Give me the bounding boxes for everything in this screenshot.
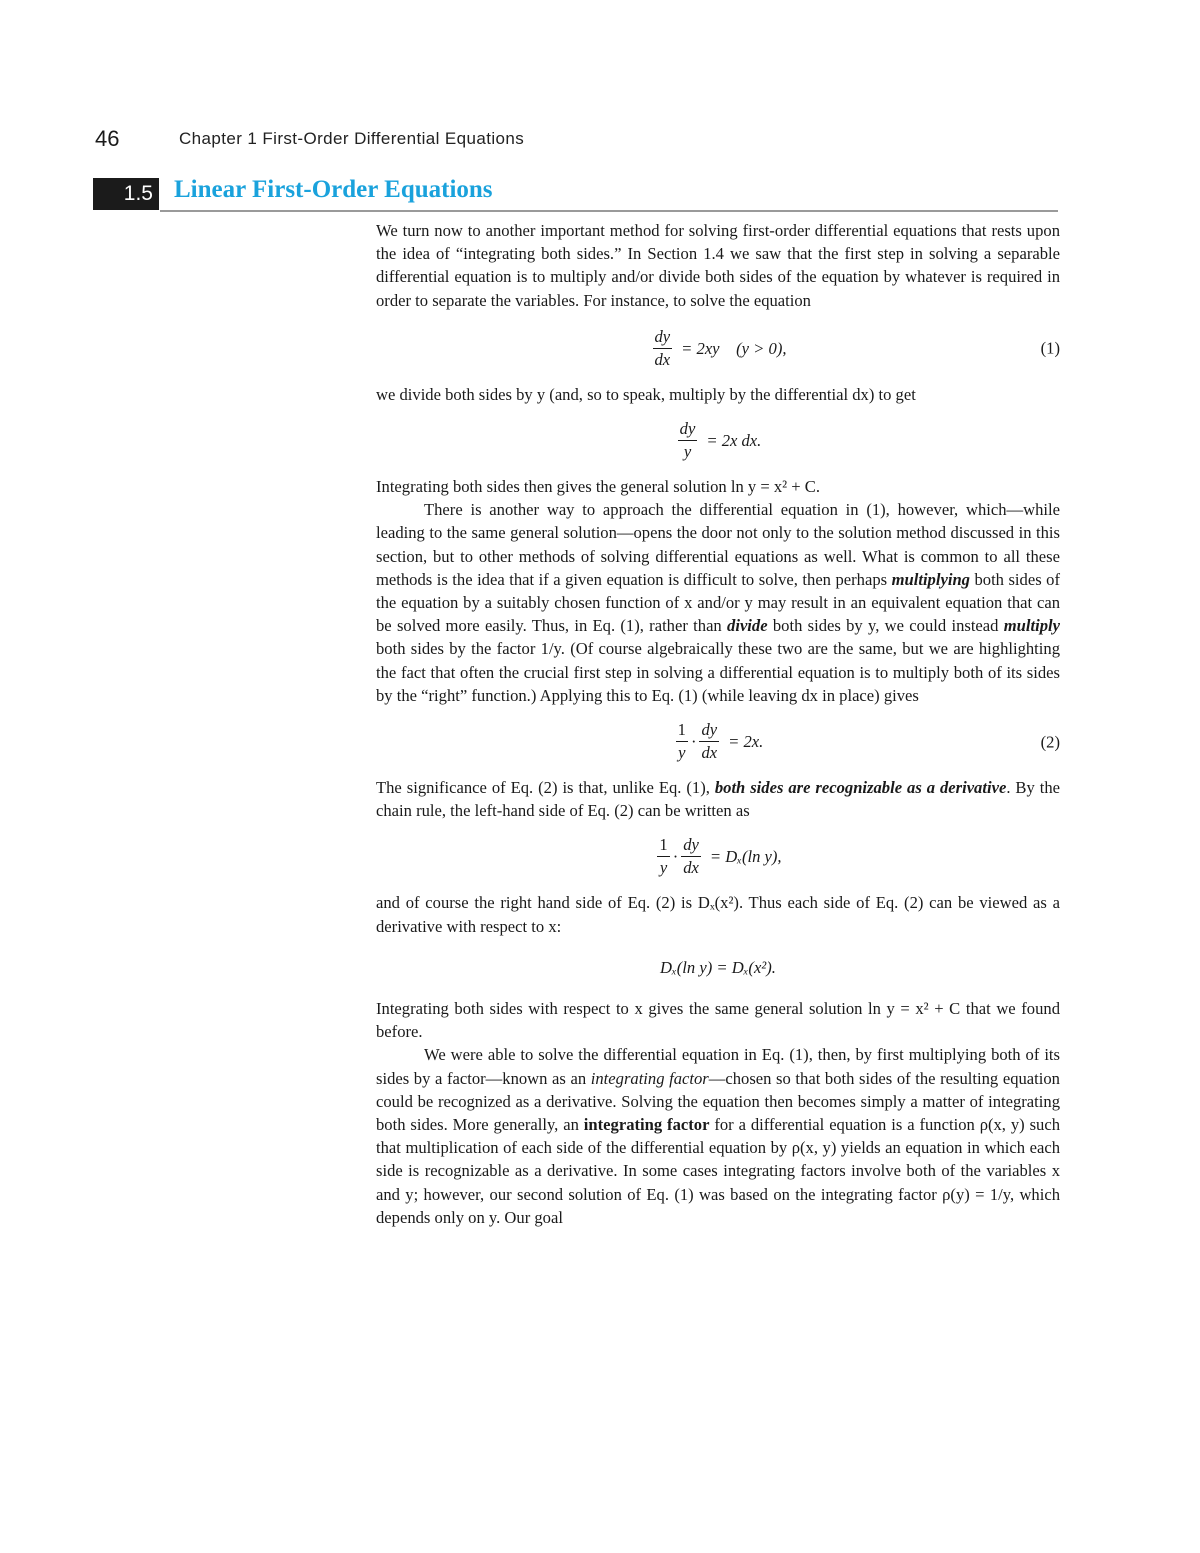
paragraph-8 [376, 1043, 1060, 1229]
section-divider [160, 210, 1058, 212]
text-run: both sides of the equation by a suitably chosen function of x and/or y may result in an equivalent equation that can be solved more easily. Thus, in Eq. (1), rather than [376, 569, 1060, 636]
equation-2 [376, 719, 1060, 764]
equation-rhs: = 2x. [728, 731, 764, 751]
fraction-denominator: dx [701, 743, 718, 763]
equation-1 [376, 326, 1060, 371]
paragraph-6: and of course the right hand side of Eq. (2) is Dₓ(x²). Thus each side of Eq. (2) can be viewed as a derivative with respect to x: [376, 893, 1060, 936]
text-run: for a differential equation is a function ρ(x, y) such that multiplication of each side of the differential equation by ρ(x, y) yields an equation in which each side is recognizable as a derivative. In some cases integrating factors involve both of the variables x and y; however, our second solution of Eq. (1) was based on the integrating factor ρ(y) = 1/y, which depends only on y. Our goal [376, 1115, 1061, 1227]
section-number: 1.5 [93, 178, 159, 210]
fraction-numerator: dy [653, 326, 673, 349]
fraction-numerator: dy [699, 719, 719, 742]
equation-rhs: = 2xy (y > 0), [681, 338, 787, 358]
emphasis: multiplying [891, 569, 970, 589]
equation-label: (2) [1040, 731, 1060, 751]
fraction-denominator: dx [654, 349, 671, 369]
fraction-1-y [657, 834, 669, 879]
fraction-numerator: 1 [676, 719, 688, 742]
section-title: Linear First-Order Equations [174, 176, 493, 203]
fraction-denominator: y [659, 858, 668, 878]
body-text [376, 219, 1060, 1229]
paragraph-1: We turn now to another important method for solving first-order differential equations that rests upon the idea of “integrating both sides.” In Section 1.4 we saw that the first step in solving a separable differential equation is to multiply and/or divide both sides of the equation by whatever is required in order to separate the variables. For instance, to solve the equation [376, 221, 1060, 310]
equation-1b [376, 418, 1060, 463]
paragraph-2: we divide both sides by y (and, so to speak, multiply by the differential dx) to get [376, 384, 916, 404]
fraction-dy-dx [653, 326, 673, 371]
fraction-numerator: dy [681, 834, 701, 857]
emphasis: multiply [1003, 616, 1060, 636]
equation-rhs: = Dₓ(ln y), [709, 847, 782, 867]
fraction-denominator: y [683, 442, 692, 462]
fraction-dy-dx [681, 834, 701, 879]
paragraph-3: Integrating both sides then gives the general solution ln y = x² + C. [376, 477, 820, 497]
equation-rhs: = 2x dx. [706, 430, 762, 450]
fraction-numerator: 1 [657, 834, 669, 857]
text-run: We were able to solve the differential equation in Eq. (1), then, by first multiplying both of its sides by a factor—known as an [376, 1045, 1060, 1088]
multiply-dot: · [690, 731, 697, 751]
emphasis: divide [727, 616, 768, 636]
paragraph-7: Integrating both sides with respect to x gives the same general solution ln y = x² + C that we found before. [376, 999, 1060, 1042]
defined-term: integrating factor [583, 1115, 710, 1135]
fraction-1-y [676, 719, 688, 764]
paragraph-5 [376, 776, 1060, 822]
text-run: . By the chain rule, the left-hand side of Eq. (2) can be written as [376, 778, 1060, 821]
equation-3 [376, 834, 1060, 879]
paragraph-4 [376, 498, 1060, 707]
fraction-denominator: dx [683, 858, 699, 878]
equation-4: Dₓ(ln y) = Dₓ(x²). [660, 957, 776, 977]
fraction-dy-dx [699, 719, 719, 764]
text-run: There is another way to approach the differential equation in (1), however, which—while leading to the same general solution—opens the door not only to the solution method discussed in this section, but to other methods of solving differential equations as well. What is common to all these methods is the idea that if a given equation is difficult to solve, then perhaps [376, 500, 1060, 589]
equation-label: (1) [1040, 338, 1060, 358]
text-run: The significance of Eq. (2) is that, unlike Eq. (1), [376, 778, 715, 798]
page-number: 46 [95, 126, 120, 151]
fraction-denominator: y [678, 743, 686, 763]
fraction-dy-y [678, 418, 698, 463]
emphasis: both sides are recognizable as a derivative [714, 778, 1007, 798]
text-run: —chosen so that both sides of the resulting equation could be recognized as a derivative. Solving the equation then becomes simply a matter of integrating both sides. More generally, an [376, 1068, 1060, 1135]
multiply-dot: · [672, 847, 679, 867]
fraction-numerator: dy [678, 418, 698, 441]
text-run: both sides by the factor 1/y. (Of course algebraically these two are the same, but we are highlighting the fact that often the crucial first step in solving a differential equation is to multiply both of its sides by the “right” function.) Applying this to Eq. (1) (while leaving dx in place) gives [376, 639, 1060, 705]
chapter-title: Chapter 1 First-Order Differential Equations [179, 129, 525, 148]
text-run: both sides by y, we could instead [767, 616, 1004, 636]
emphasis: integrating factor [590, 1068, 709, 1088]
